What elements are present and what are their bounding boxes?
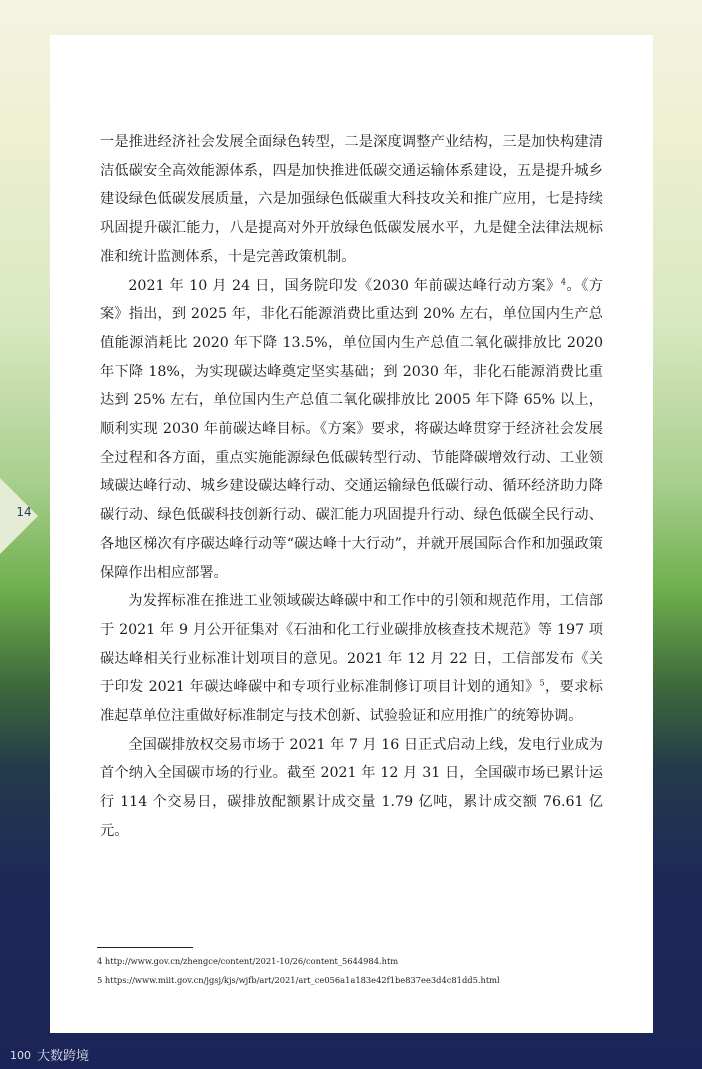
footnotes <box>97 947 597 990</box>
paragraph-2 <box>100 272 603 588</box>
paragraph-3 <box>100 587 603 731</box>
footnote-4: 4 http://www.gov.cn/zhengce/content/2021-10/26/content_5644984.htm <box>97 956 399 966</box>
footnote-ref-4: 4 <box>560 276 566 286</box>
watermark-label: 大数跨境 <box>37 1049 90 1064</box>
footnote-ref-5: 5 <box>539 678 545 688</box>
document-page <box>50 35 653 1033</box>
paragraph-2-part-b: 。《方案》指出，到 2025 年，非化石能源消费比重达到 20% 左右，单位国内生产总值能源消耗比 2020 年下降 13.5%，单位国内生产总值二氧化碳排放比 2020 年下降 18%，为实现碳达峰奠定坚实基础；到 2030 年，非化石能源消费比重达到 25% 左右，单位国内生产总值二氧化碳排放比 2005 年下降 65% 以上，顺利实现 2030 年前碳达峰目标。《方案》要求，将碳达峰贯穿于经济社会发展全过程和各方面，重点实施能源绿色低碳转型行动、节能降碳增效行动、工业领域碳达峰行动、城乡建设碳达峰行动、交通运输绿色低碳行动、循环经济助力降碳行动、绿色低碳科技创新行动、碳汇能力巩固提升行动、绿色低碳全民行动、各地区梯次有序碳达峰行动等“碳达峰十大行动”，并就开展国际合作和加强政策保障作出相应部署。 <box>100 277 603 581</box>
watermark-logo-text: 100 <box>10 1048 31 1062</box>
watermark-logo-icon <box>10 1048 34 1062</box>
footnote-divider <box>97 947 193 948</box>
paragraph-4: 全国碳排放权交易市场于 2021 年 7 月 16 日正式启动上线，发电行业成为首个纳入全国碳市场的行业。截至 2021 年 12 月 31 日，全国碳市场已累计运行 114 个交易日，碳排放配额累计成交量 1.79 亿吨，累计成交额 76.61 亿元。 <box>100 736 603 839</box>
watermark <box>10 1045 89 1064</box>
paragraph-3-part-b: ，要求标准起草单位注重做好标准制定与技术创新、试验验证和应用推广的统筹协调。 <box>100 679 603 725</box>
body-text <box>100 128 603 846</box>
paragraph-2-part-a: 2021 年 10 月 24 日，国务院印发《2030 年前碳达峰行动方案》 <box>128 277 561 294</box>
page-number: 14 <box>16 505 32 519</box>
footnote-5: 5 https://www.miit.gov.cn/jgsj/kjs/wjfb/art/2021/art_ce056a1a183e42f1be837ee3d4c81dd5.html <box>97 975 500 985</box>
paragraph-3-part-a: 为发挥标准在推进工业领域碳达峰碳中和工作中的引领和规范作用，工信部于 2021 年 9 月公开征集对《石油和化工行业碳排放核查技术规范》等 197 项碳达峰相关行业标准计划项目的意见。2021 年 12 月 22 日，工信部发布《关于印发 2021 年碳达峰碳中和专项行业标准制修订项目计划的通知》 <box>100 593 603 696</box>
paragraph-1: 一是推进经济社会发展全面绿色转型，二是深度调整产业结构，三是加快构建清洁低碳安全高效能源体系，四是加快推进低碳交通运输体系建设，五是提升城乡建设绿色低碳发展质量，六是加强绿色低碳重大科技攻关和推广应用，七是持续巩固提升碳汇能力，八是提高对外开放绿色低碳发展水平，九是健全法律法规标准和统计监测体系，十是完善政策机制。 <box>100 134 603 265</box>
